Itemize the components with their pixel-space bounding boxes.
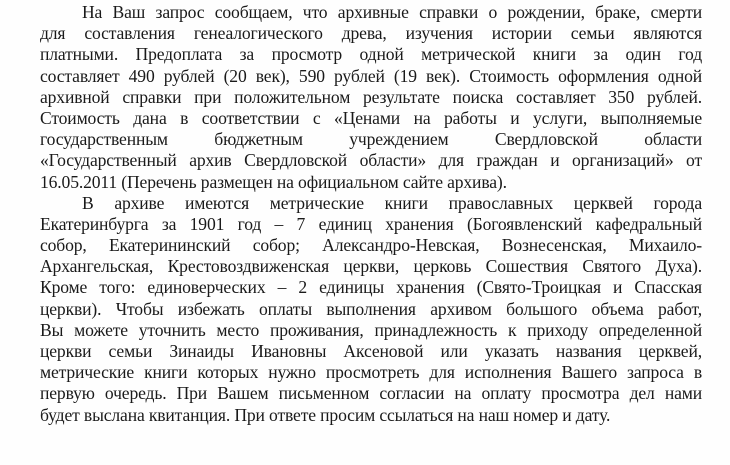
text-line: Архангельская, Крестовоздвиженская церкви, церковь Сошествия Святого Духа). xyxy=(40,256,702,277)
text-line: составляет 490 рублей (20 век), 590 рублей (19 век). Стоимость оформления одной xyxy=(40,65,702,86)
text-line: будет выслана квитанция. При ответе просим ссылаться на наш номер и дату. xyxy=(40,404,611,425)
text-line: Стоимость дана в соответствии с «Ценами на работы и услуги, выполняемые xyxy=(40,107,702,128)
text-line: первую очередь. При Вашем письменном согласии на оплату просмотра дел нами xyxy=(40,383,702,404)
paragraph-records xyxy=(40,193,702,426)
text-line: архивной справки при положительном результате поиска составляет 350 рублей. xyxy=(40,86,702,107)
letter-body xyxy=(40,2,702,426)
text-line: метрические книги которых нужно просмотреть для исполнения Вашего запроса в xyxy=(40,362,702,383)
text-line: На Ваш запрос сообщаем, что архивные справки о рождении, браке, смерти xyxy=(82,2,702,22)
text-line: церкви семьи Зинаиды Ивановны Аксеновой или указать названия церквей, xyxy=(40,341,702,361)
text-line: Екатеринбурга за 1901 год – 7 единиц хранения (Богоявленский кафедральный xyxy=(40,213,702,234)
text-line: для составления генеалогического древа, изучения истории семьи являются xyxy=(40,23,702,44)
text-line: Вы можете уточнить место проживания, принадлежность к приходу определенной xyxy=(40,319,702,340)
text-line: В архиве имеются метрические книги православных церквей города xyxy=(82,192,702,213)
paragraph-fees xyxy=(40,2,702,193)
text-line: 16.05.2011 (Перечень размещен на официальном сайте архива). xyxy=(40,171,507,192)
text-line: Кроме того: единоверческих – 2 единицы хранения (Свято-Троицкая и Спасская xyxy=(40,277,702,298)
text-line: государственным бюджетным учреждением Свердловской области xyxy=(40,129,702,150)
text-line: «Государственный архив Свердловской области» для граждан и организаций» от xyxy=(40,150,702,171)
text-line: церкви). Чтобы избежать оплаты выполнения архивом большого объема работ, xyxy=(40,298,702,319)
text-line: платными. Предоплата за просмотр одной метрической книги за один год xyxy=(40,44,702,65)
text-line: собор, Екатерининский собор; Александро-Невская, Вознесенская, Михаило- xyxy=(40,235,702,256)
